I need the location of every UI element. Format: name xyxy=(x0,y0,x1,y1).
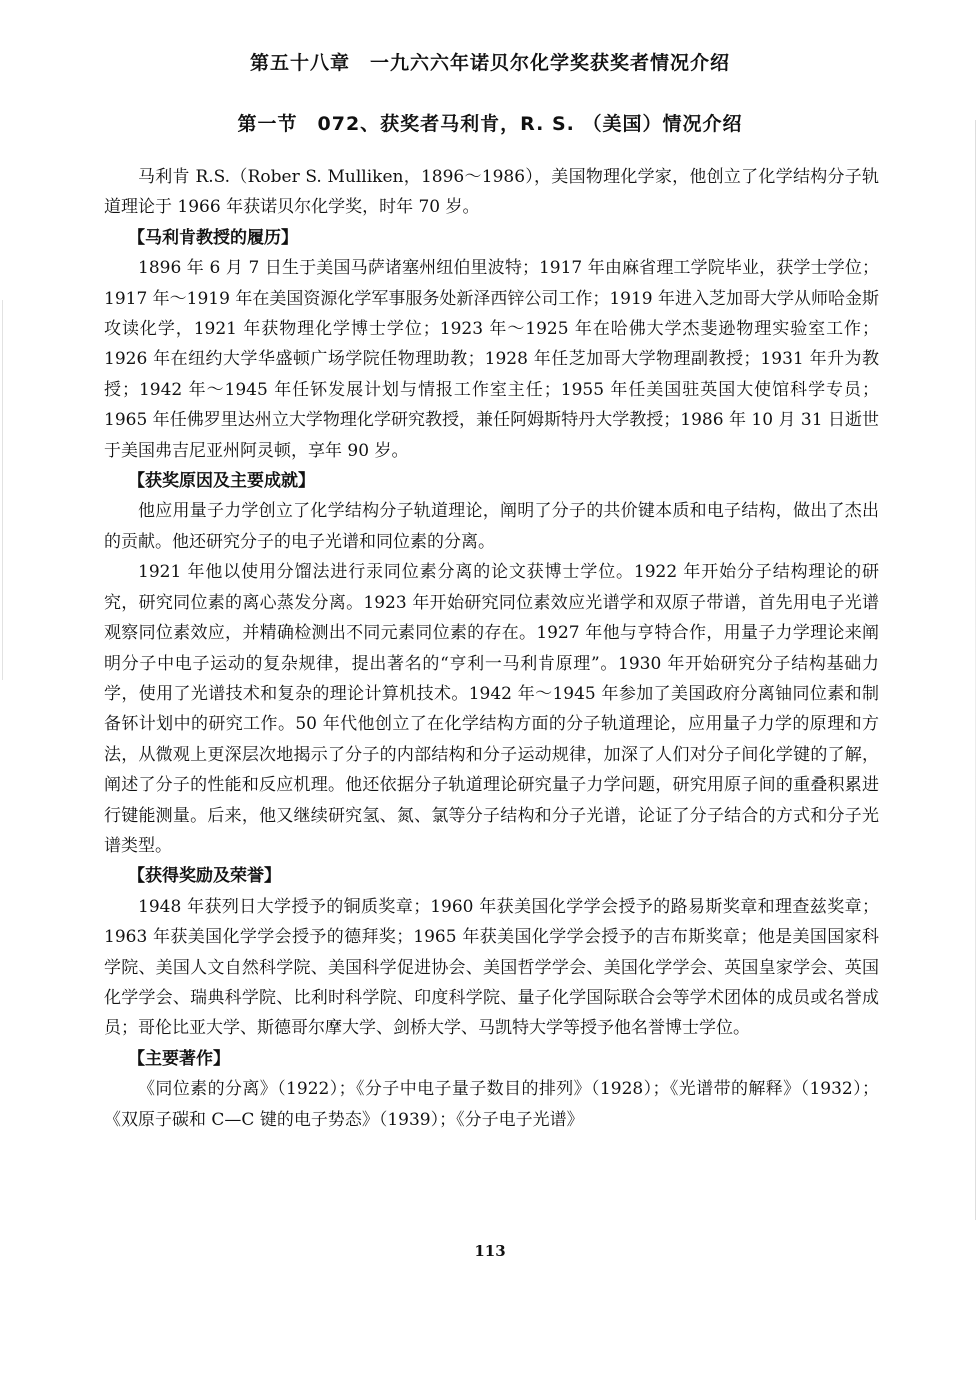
heading-resume: 【马利肯教授的履历】 xyxy=(128,227,298,248)
page-number: 113 xyxy=(474,1242,506,1260)
awards-paragraph: 1948 年获列日大学授予的铜质奖章；1960 年获美国化学学会授予的路易斯奖章和理查兹奖章；1963 年获美国化学学会授予的德拜奖；1965 年获美国化学学会授予的吉布斯奖章；他是美国国家科学院、美国人文自然科学院、美国科学促进协会、美国哲学学会、美国化学学会、英国皇家学会、英国化学学会、瑞典科学院、比利时科学院、印度科学院、量子化学国际联合会等学术团体的成员或名誉成员；哥伦比亚大学、斯德哥尔摩大学、剑桥大学、马凯特大学等授予他名誉博士学位。 xyxy=(104,896,879,1039)
chapter-title: 第五十八章 一九六六年诺贝尔化学奖获奖者情况介绍 xyxy=(249,52,730,74)
achievements-paragraph-1: 他应用量子力学创立了化学结构分子轨道理论，阐明了分子的共价键本质和电子结构，做出了杰出的贡献。他还研究分子的电子光谱和同位素的分离。 xyxy=(104,501,879,552)
section-title: 第一节 072、获奖者马利肯，R. S. （美国）情况介绍 xyxy=(237,113,743,135)
heading-achievements: 【获奖原因及主要成就】 xyxy=(128,471,315,492)
heading-works: 【主要著作】 xyxy=(128,1048,230,1069)
scan-edge xyxy=(2,300,3,680)
document-body xyxy=(104,162,879,1135)
achievements-paragraph-2: 1921 年他以使用分馏法进行汞同位素分离的论文获博士学位。1922 年开始分子结构理论的研究，研究同位素的离心蒸发分离。1923 年开始研究同位素效应光谱学和双原子带谱，首先用电子光谱观察同位素效应，并精确检测出不同元素同位素的存在。1927 年他与亨特合作，用量子力学理论来阐明分子中电子运动的复杂规律，提出著名的“亨利一马利肯原理”。1930 年开始研究分子结构基础力学，使用了光谱技术和复杂的理论计算机技术。1942 年～1945 年参加了美国政府分离铀同位素和制备钚计划中的研究工作。50 年代他创立了在化学结构方面的分子轨道理论，应用量子力学的原理和方法，从微观上更深层次地揭示了分子的内部结构和分子运动规律，加深了人们对分子间化学键的了解，阐述了分子的性能和反应机理。他还依据分子轨道理论研究量子力学问题，研究用原子间的重叠积累进行键能测量。后来，他又继续研究氢、氮、氯等分子结构和分子光谱，论证了分子结合的方式和分子光谱类型。 xyxy=(104,562,879,856)
resume-paragraph: 1896 年 6 月 7 日生于美国马萨诸塞州纽伯里波特；1917 年由麻省理工学院毕业，获学士学位；1917 年～1919 年在美国资源化学军事服务处新泽西锌公司工作；1919 年进入芝加哥大学从师哈金斯攻读化学，1921 年获物理化学博士学位；1923 年～1925 年在哈佛大学杰斐逊物理实验室工作；1926 年在纽约大学华盛顿广场学院任物理助教；1928 年任芝加哥大学物理副教授；1931 年升为教授；1942 年～1945 年任钚发展计划与情报工作室主任；1955 年任美国驻英国大使馆科学专员；1965 年任佛罗里达州立大学物理化学研究教授，兼任阿姆斯特丹大学教授；1986 年 10 月 31 日逝世于美国弗吉尼亚州阿灵顿，享年 90 岁。 xyxy=(104,258,880,461)
works-paragraph: 《同位素的分离》（1922）；《分子中电子量子数目的排列》（1928）；《光谱带的解释》（1932）；《双原子碳和 C—C 键的电子势态》（1939）；《分子电子光谱》 xyxy=(104,1079,879,1130)
scan-edge xyxy=(975,120,976,1220)
heading-awards: 【获得奖励及荣誉】 xyxy=(128,866,281,887)
intro-paragraph: 马利肯 R.S.（Rober S. Mulliken，1896～1986），美国物理化学家，他创立了化学结构分子轨道理论于 1966 年获诺贝尔化学奖，时年 70 岁。 xyxy=(104,167,879,218)
